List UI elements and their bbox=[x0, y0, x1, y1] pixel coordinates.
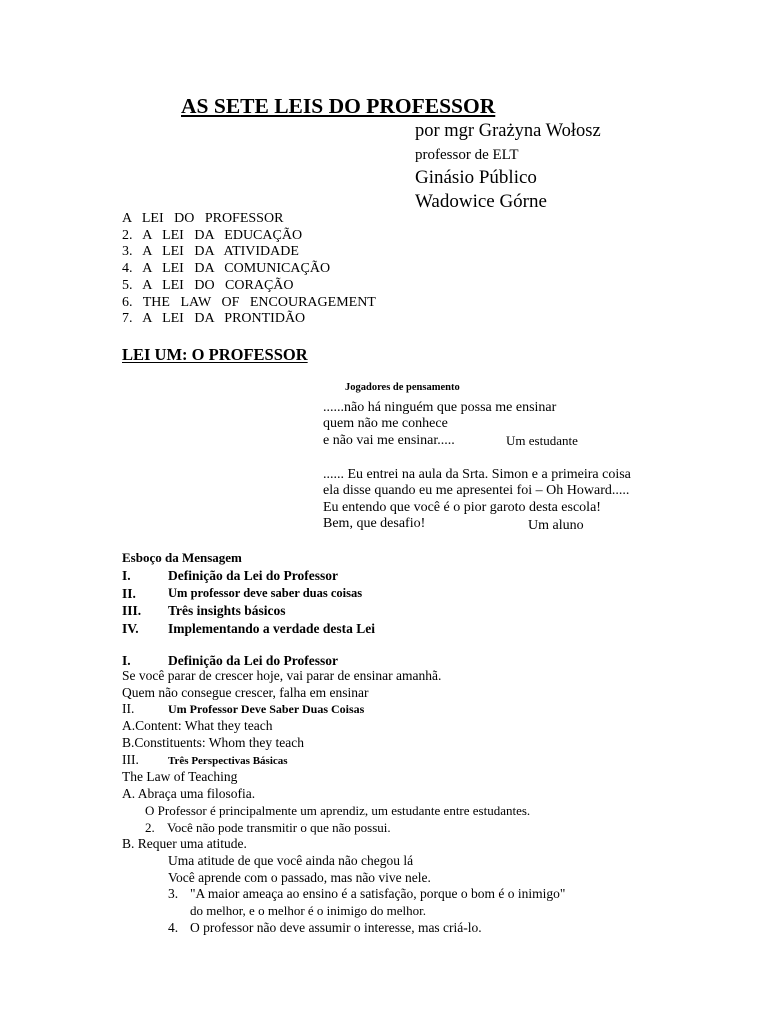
quote-line: Bem, que desafio! bbox=[323, 515, 426, 531]
school-city: Wadowice Górne bbox=[415, 191, 547, 212]
laws-list-item: 6. THE LAW OF ENCOURAGEMENT bbox=[122, 294, 376, 310]
laws-list-item: 2. A LEI DA EDUCAÇÃO bbox=[122, 227, 303, 243]
author-role: professor de ELT bbox=[415, 147, 519, 163]
quote-signature: Um estudante bbox=[506, 433, 578, 448]
quote-line: ......não há ninguém que possa me ensinar bbox=[323, 400, 557, 415]
section-3-heading: III. Três Perspectivas Básicas bbox=[122, 752, 288, 767]
section-3-subpoint: 3. "A maior ameaça ao ensino é a satisfação, porque o bom é o inimigo" bbox=[168, 886, 566, 901]
section-2-item: B.Constituents: Whom they teach bbox=[122, 735, 304, 750]
section-1-line: Quem não consegue crescer, falha em ensinar bbox=[122, 685, 369, 700]
author-line: por mgr Grażyna Wołosz bbox=[415, 121, 601, 141]
quote-block bbox=[323, 467, 631, 532]
section-3-point: B. Requer uma atitude. bbox=[122, 836, 247, 851]
section-2-heading: II. Um Professor Deve Saber Duas Coisas bbox=[122, 701, 365, 716]
section-3-subpoint: Uma atitude de que você ainda não chegou lá bbox=[168, 853, 414, 868]
section-3-subpoint: 2. Você não pode transmitir o que não possui. bbox=[145, 820, 391, 835]
section-3-subpoint: O Professor é principalmente um aprendiz, um estudante entre estudantes. bbox=[145, 803, 531, 818]
quote-line: ...... Eu entrei na aula da Srta. Simon e a primeira coisa bbox=[323, 467, 631, 482]
quote-line: quem não me conhece bbox=[323, 416, 448, 432]
laws-list-item: 7. A LEI DA PRONTIDÃO bbox=[122, 311, 306, 327]
section-3-subpoint: Você aprende com o passado, mas não vive nele. bbox=[168, 870, 431, 885]
section-2-item: A.Content: What they teach bbox=[122, 718, 273, 733]
quote-line: ela disse quando eu me apresentei foi – Oh Howard..... bbox=[323, 483, 630, 499]
school-name: Ginásio Público bbox=[415, 167, 537, 188]
laws-list-item: 3. A LEI DA ATIVIDADE bbox=[122, 244, 299, 260]
outline-title: Esboço da Mensagem bbox=[122, 550, 242, 565]
document-title: AS SETE LEIS DO PROFESSOR bbox=[181, 94, 496, 118]
section-3-subpoint: 4. O professor não deve assumir o interesse, mas criá-lo. bbox=[168, 920, 482, 935]
laws-list-item: 5. A LEI DO CORAÇÃO bbox=[122, 277, 294, 293]
section-heading: LEI UM: O PROFESSOR bbox=[122, 345, 308, 364]
section-1-line: Se você parar de crescer hoje, vai parar de ensinar amanhã. bbox=[122, 668, 442, 683]
section-3-subpoint-cont: do melhor, e o melhor é o inimigo do melhor. bbox=[190, 903, 426, 918]
laws-list-item: 4. A LEI DA COMUNICAÇÃO bbox=[122, 261, 331, 277]
section-3-point: A. Abraça uma filosofia. bbox=[122, 786, 256, 801]
section-3-intro: The Law of Teaching bbox=[122, 769, 238, 784]
laws-list-item: A LEI DO PROFESSOR bbox=[122, 211, 284, 226]
quote-line: e não vai me ensinar..... bbox=[323, 432, 455, 448]
quotes-title: Jogadores de pensamento bbox=[345, 382, 460, 393]
quote-line: Eu entendo que você é o pior garoto desta escola! bbox=[323, 499, 601, 515]
laws-list bbox=[122, 211, 376, 328]
quote-signature: Um aluno bbox=[528, 518, 584, 533]
